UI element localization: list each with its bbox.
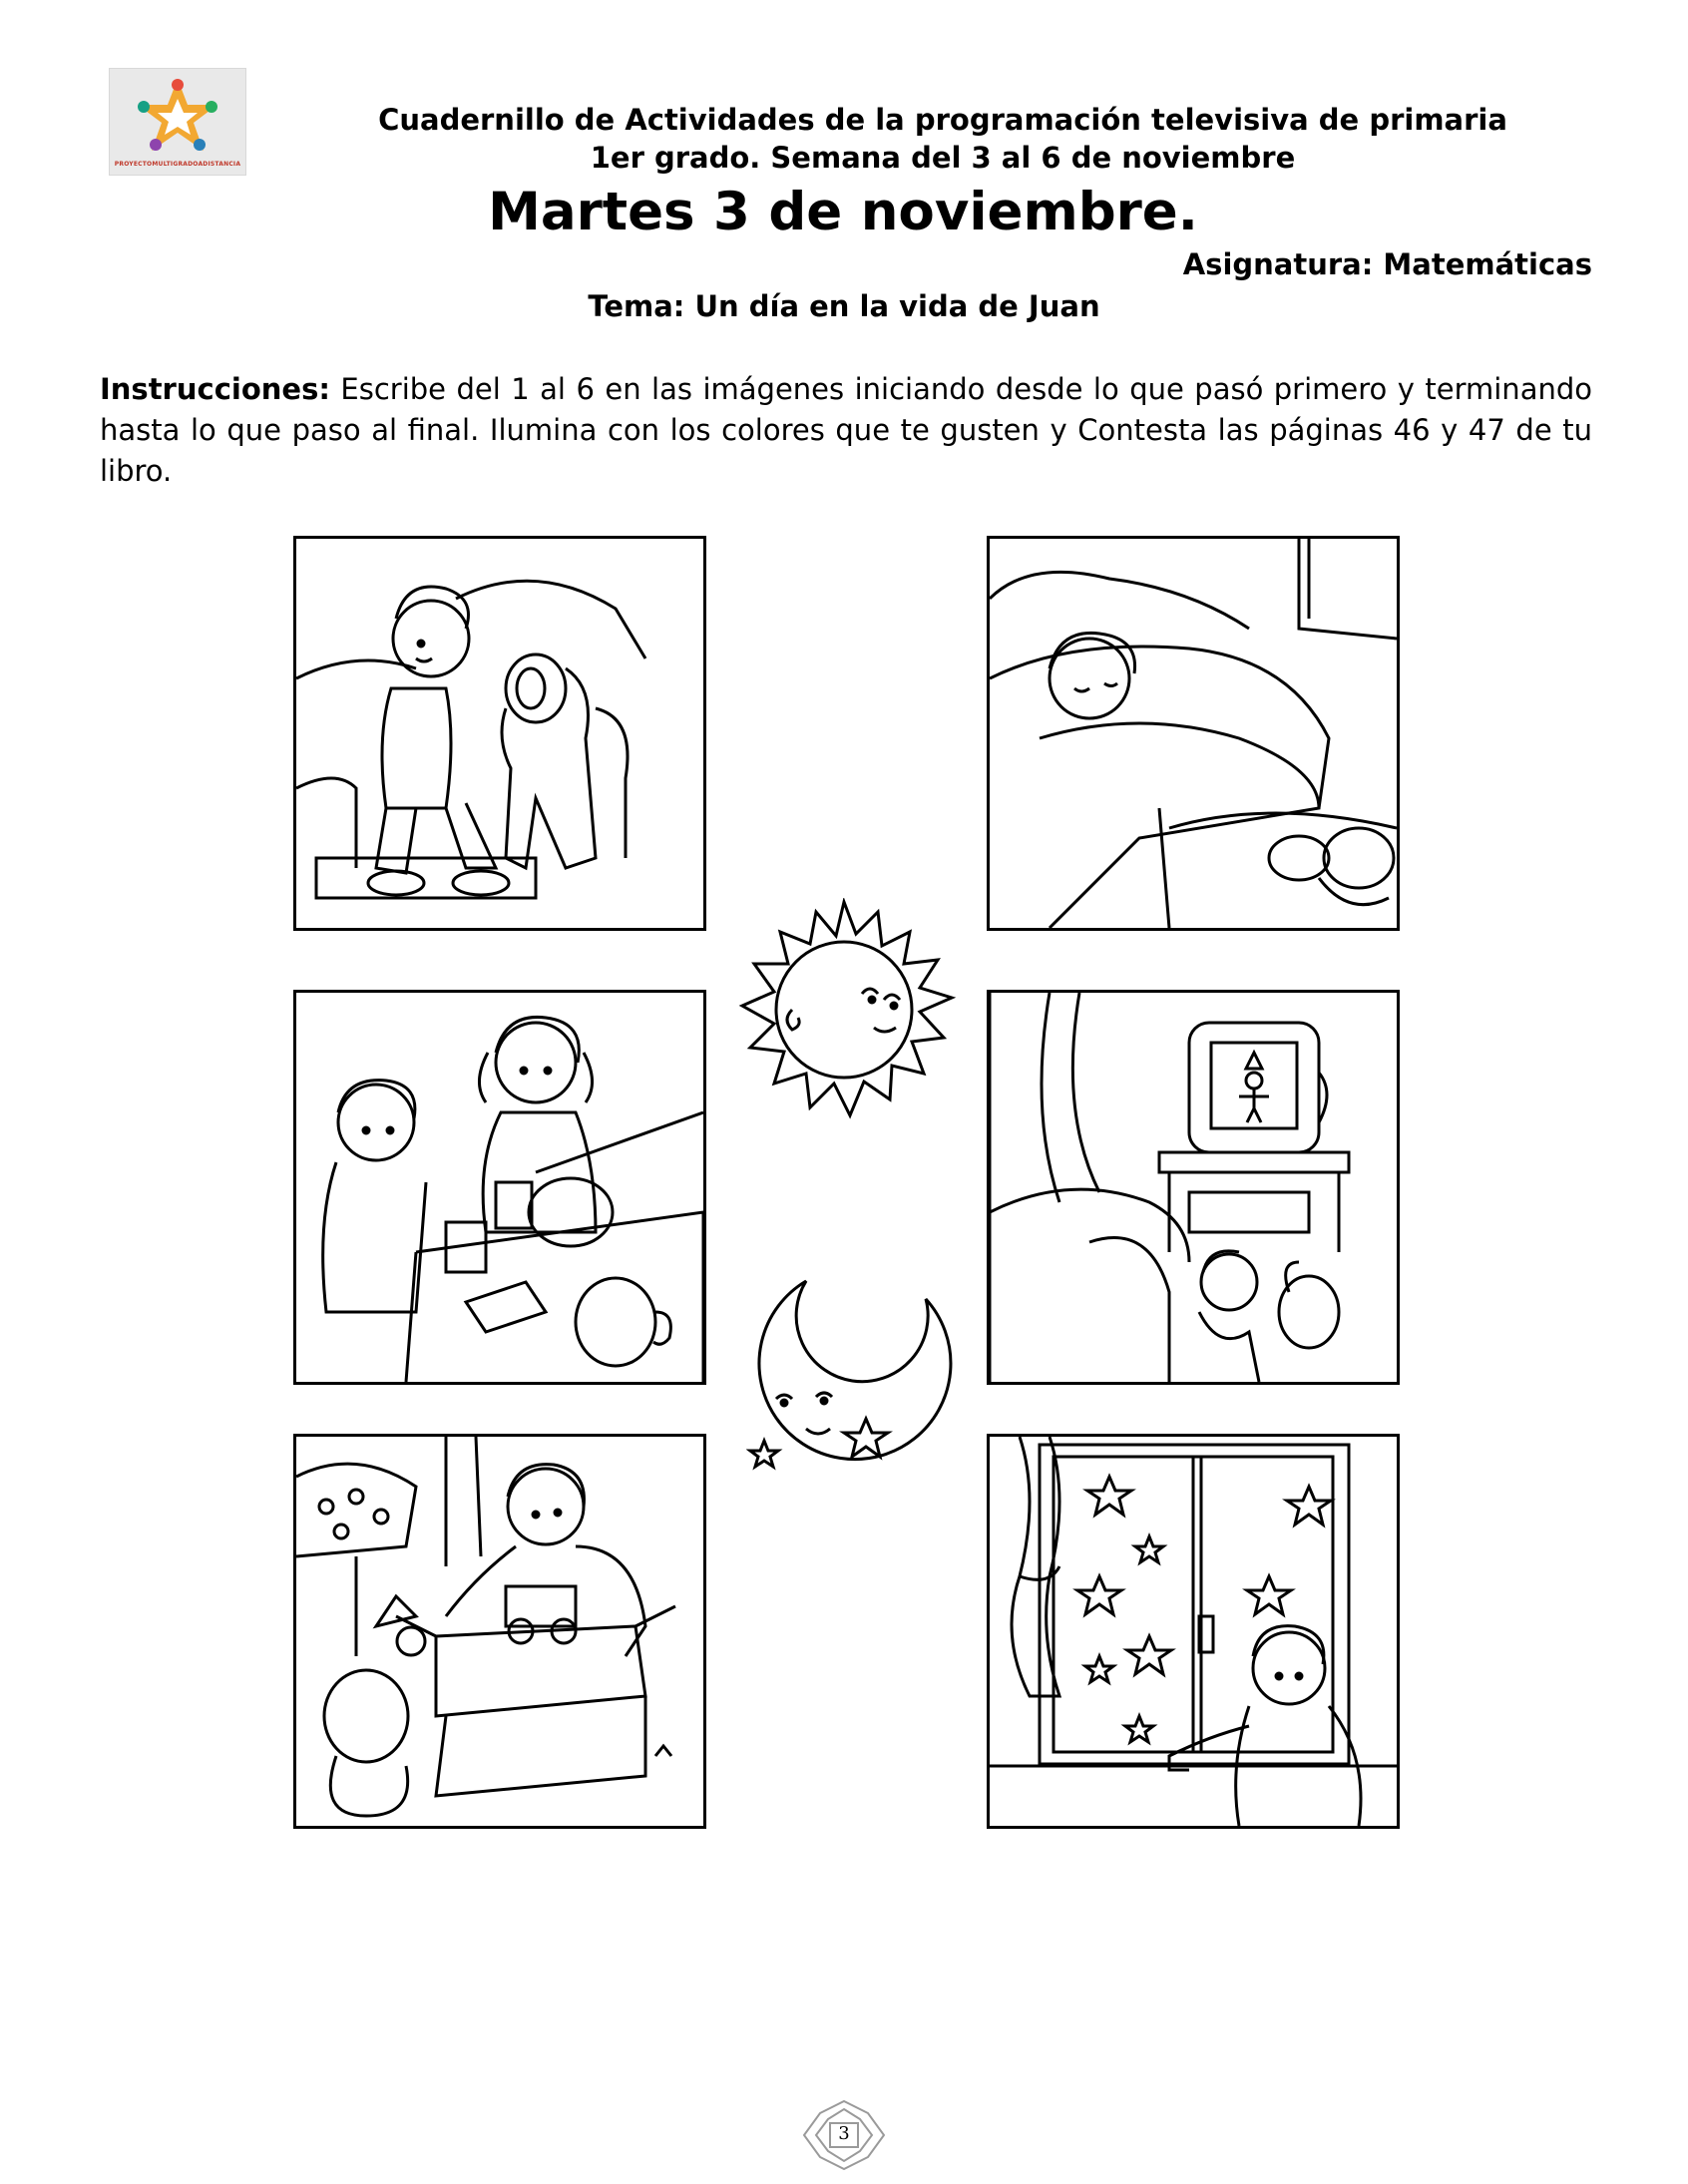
scene-panel-playing[interactable] bbox=[293, 1434, 706, 1829]
sun-icon bbox=[724, 898, 964, 1127]
topic-label: Tema: Un día en la vida de Juan bbox=[588, 289, 1100, 323]
scene-panel-sleeping[interactable] bbox=[987, 536, 1400, 931]
scene-panel-breakfast[interactable] bbox=[293, 990, 706, 1385]
instructions bbox=[100, 369, 1592, 492]
header-line-2: 1er grado. Semana del 3 al 6 de noviembre bbox=[590, 141, 1296, 175]
boy-playing-toys-illustration bbox=[296, 1437, 703, 1826]
page-number-badge bbox=[798, 2099, 890, 2171]
subject-label: Asignatura: Matemáticas bbox=[1182, 247, 1592, 281]
page-number: 3 bbox=[838, 2123, 850, 2144]
boy-sleeping-illustration bbox=[990, 539, 1397, 928]
boy-waking-up-illustration bbox=[296, 539, 703, 928]
header-line-1: Cuadernillo de Actividades de la programación televisiva de primaria bbox=[378, 103, 1507, 137]
moon-icon bbox=[746, 1269, 961, 1479]
star-people-logo-icon bbox=[132, 75, 223, 155]
logo-text: PROYECTOMULTIGRADOADISTANCIA bbox=[114, 161, 241, 168]
scene-panel-wake-up[interactable] bbox=[293, 536, 706, 931]
logo bbox=[109, 68, 246, 176]
instructions-label: Instrucciones: bbox=[100, 372, 330, 406]
instructions-text: Escribe del 1 al 6 en las imágenes iniciando desde lo que pasó primero y terminando hasta lo que paso al final. Ilumina con los colores que te gusten y Contesta las páginas 46 y 47 de tu libro. bbox=[100, 372, 1592, 488]
boy-night-window-illustration bbox=[990, 1437, 1397, 1826]
child-watching-tv-illustration bbox=[990, 993, 1397, 1382]
scene-panel-night-window[interactable] bbox=[987, 1434, 1400, 1829]
scene-panel-television[interactable] bbox=[987, 990, 1400, 1385]
page-title: Martes 3 de noviembre. bbox=[488, 182, 1198, 242]
children-breakfast-illustration bbox=[296, 993, 703, 1382]
